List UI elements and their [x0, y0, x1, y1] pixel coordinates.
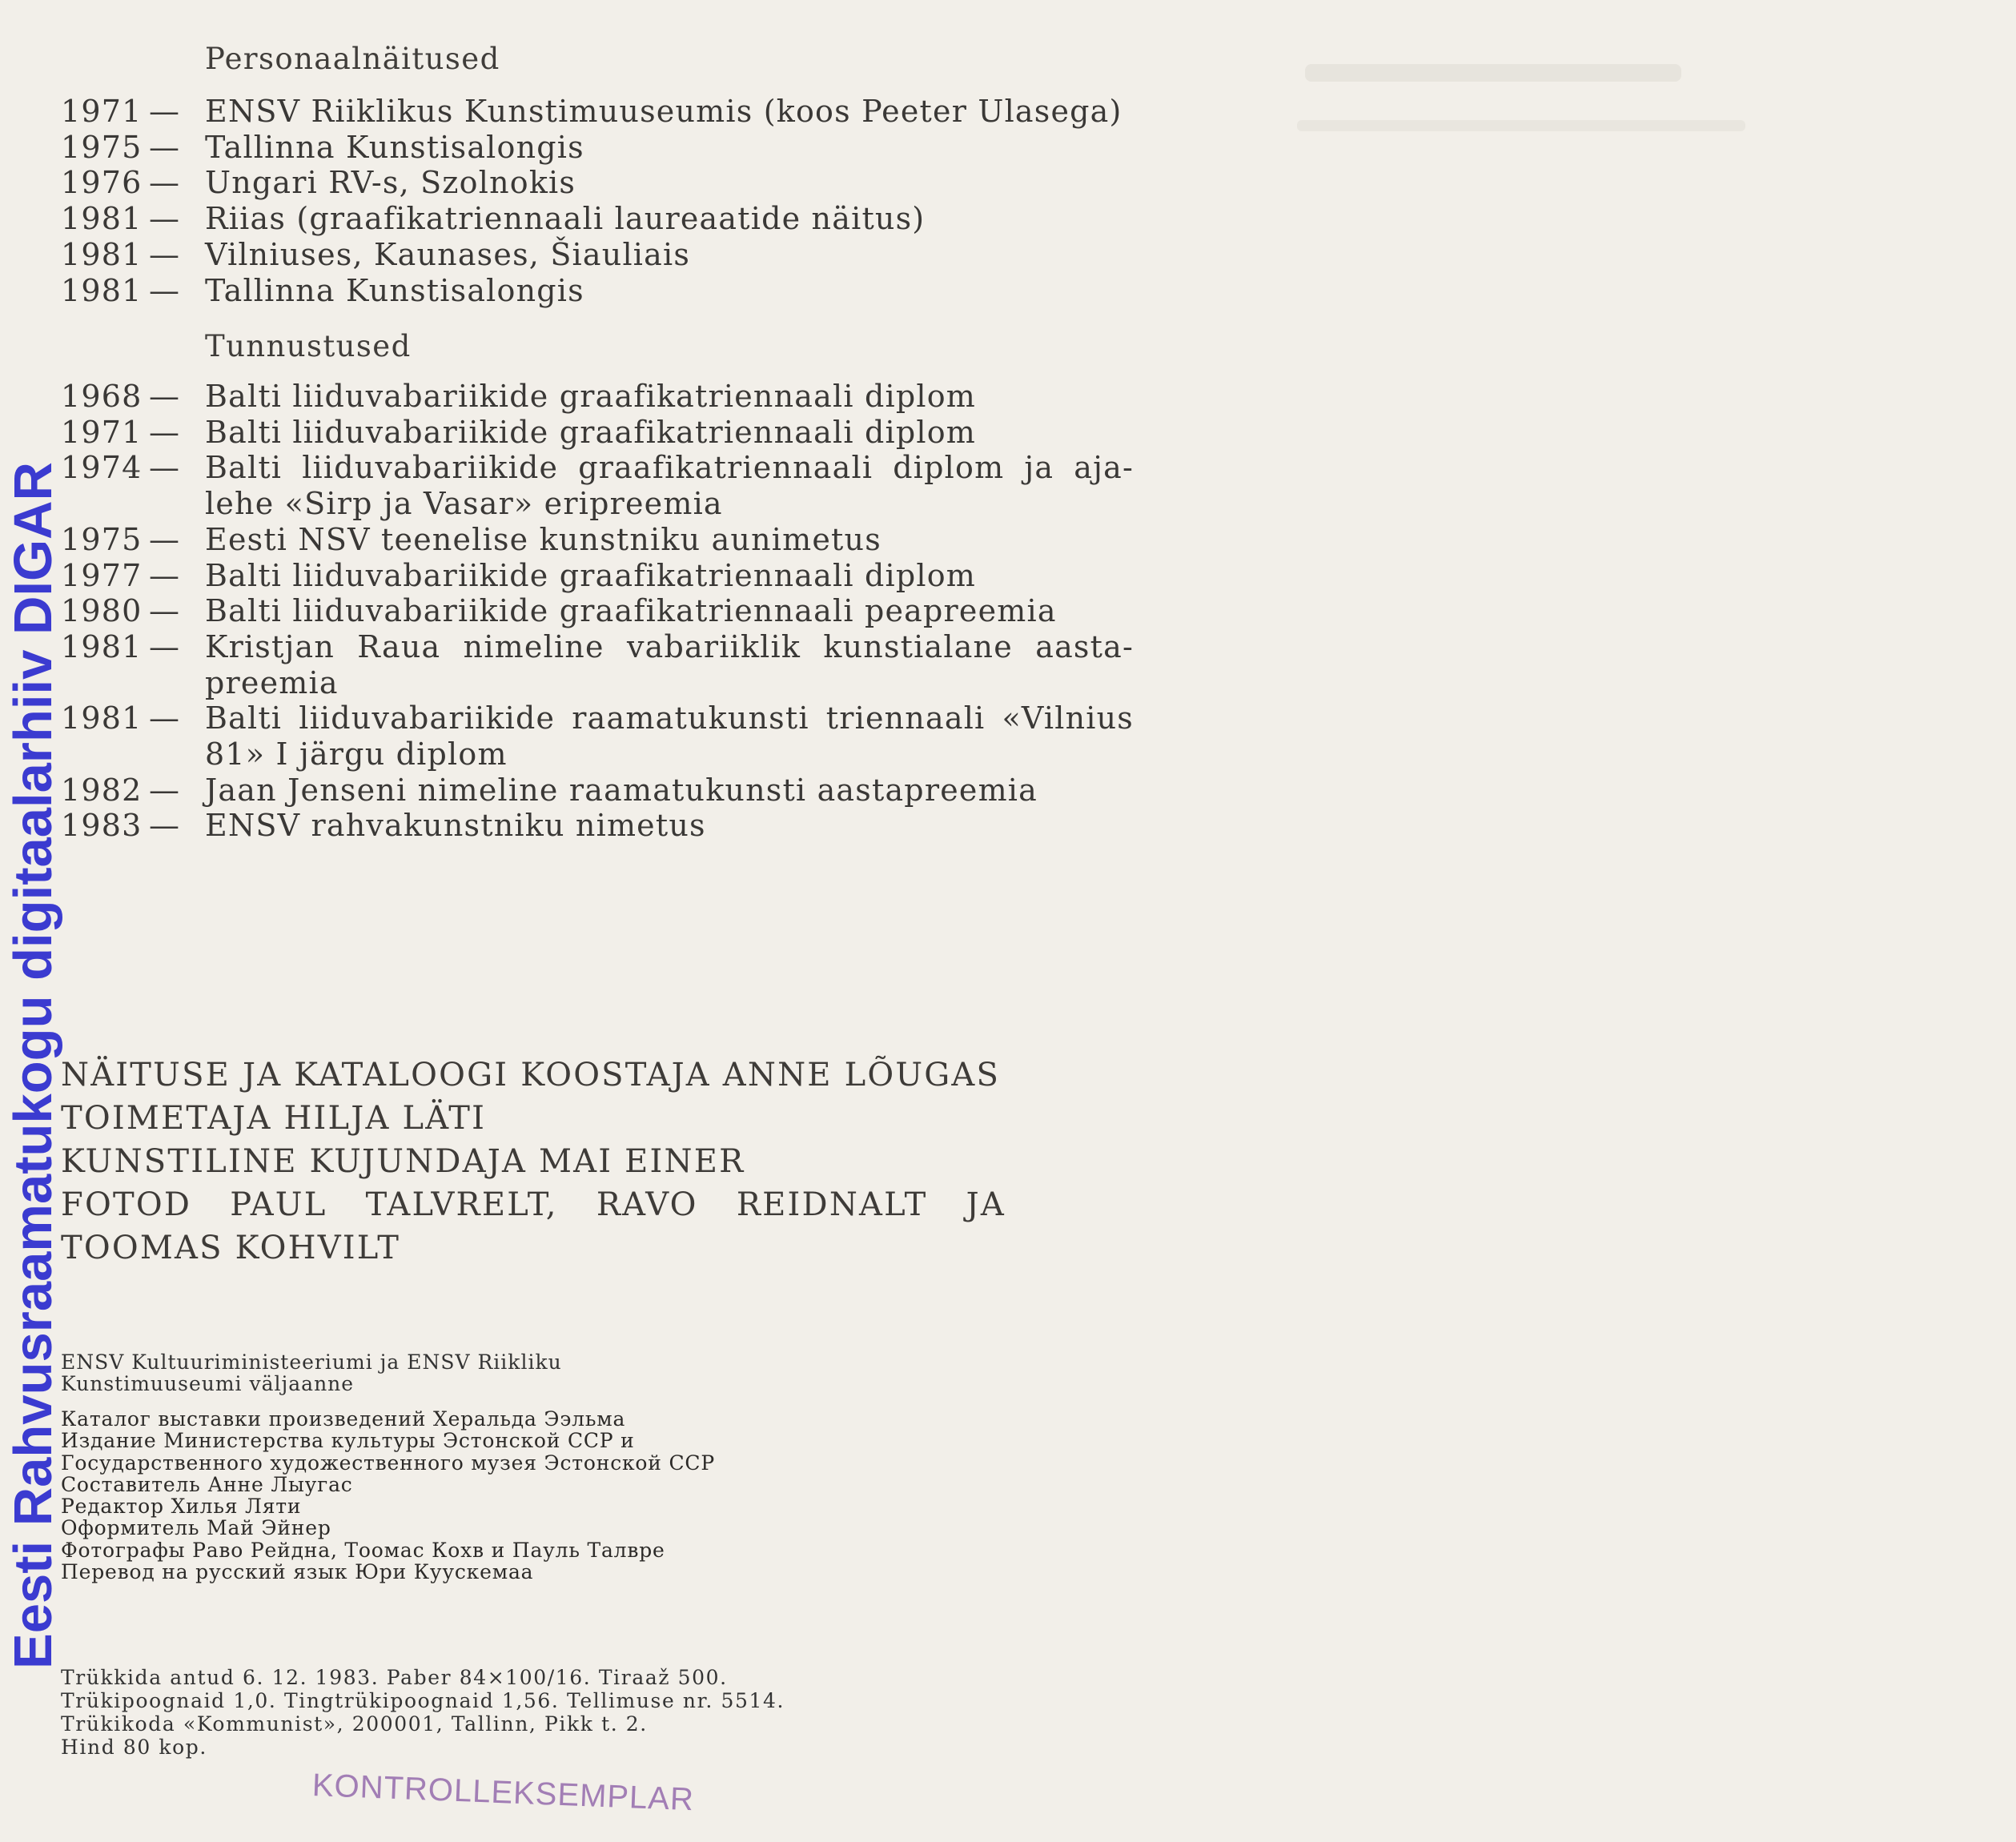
bleed-through-shadow [1273, 56, 1769, 144]
list-item: 1983 — ENSV rahvakunstniku nimetus [61, 808, 706, 844]
list-item: 1981 — Tallinna Kunstisalongis [61, 272, 584, 308]
list-item: 1980 — Balti liiduvabariikide graafikatriennaali peapreemia [61, 593, 1057, 629]
publisher-note [61, 1352, 861, 1395]
list-item: 1968 — Balti liiduvabariikide graafikatriennaali diplom [61, 379, 977, 414]
list-item: 1975 — Eesti NSV teenelise kunstniku aunimetus [61, 521, 881, 557]
list-item: 1974 — Balti liiduvabariikide graafikatriennaali diplom ja aja-lehe «Sirp ja Vasar» eripreemia [61, 450, 1134, 522]
colophon-line: Каталог выставки произведений Херальда Ээльма [61, 1407, 626, 1431]
list-item: 1981 — Balti liiduvabariikide raamatukunsti triennaali «Vilnius 81» I järgu diplom [61, 700, 1134, 773]
solo-exhibitions-heading: Personaalnäitused [205, 42, 500, 76]
imprint-line: Hind 80 kop. [61, 1736, 207, 1759]
digar-watermark: Eesti Rahvusraamatukogu digitaalarhiiv DIGAR [3, 462, 63, 1669]
colophon-line: Фотографы Раво Рейдна, Тоомас Кохв и Пауль Талвре [61, 1538, 665, 1562]
solo-exhibitions-list [61, 94, 1134, 308]
colophon-line: Редактор Хилья Ляти [61, 1495, 302, 1519]
imprint-line: Trükikoda «Kommunist», 200001, Tallinn, Pikk t. 2. [61, 1712, 648, 1736]
colophon-line: Перевод на русский язык Юри Куускемаа [61, 1560, 534, 1584]
awards-heading: Tunnustused [205, 329, 412, 363]
credit-line: TOOMAS KOHVILT [61, 1230, 401, 1266]
list-item: 1981 — Riias (graafikatriennaali laureaatide näitus) [61, 201, 926, 237]
credit-line: FOTOD PAUL TALVRELT, RAVO REIDNALT JA [61, 1186, 1006, 1223]
catalogue-credits [61, 1053, 1006, 1270]
publisher-line: Kunstimuuseumi väljaanne [61, 1371, 355, 1395]
awards-list [61, 379, 1134, 844]
publisher-line: ENSV Kultuuriministeeriumi ja ENSV Riikliku [61, 1350, 562, 1374]
imprint-line: Trükipoognaid 1,0. Tingtrükipoognaid 1,56. Tellimuse nr. 5514. [61, 1689, 785, 1712]
list-item: 1971 — Balti liiduvabariikide graafikatriennaali diplom [61, 414, 977, 450]
list-item: 1981 — Kristjan Raua nimeline vabariiklik kunstialane aasta-preemia [61, 628, 1134, 700]
colophon-line: Издание Министерства культуры Эстонской ССР и [61, 1429, 635, 1453]
russian-colophon [61, 1408, 861, 1583]
list-item: 1981 — Vilniuses, Kaunases, Šiauliais [61, 236, 691, 272]
colophon-line: Государственного художественного музея Эстонской ССР [61, 1451, 715, 1475]
list-item: 1971 — ENSV Riiklikus Kunstimuuseumis (koos Peeter Ulasega) [61, 94, 1122, 129]
list-item: 1975 — Tallinna Kunstisalongis [61, 129, 584, 165]
list-item: 1977 — Balti liiduvabariikide graafikatriennaali diplom [61, 557, 977, 593]
imprint-line: Trükkida antud 6. 12. 1983. Paber 84×100/16. Tiraaž 500. [61, 1666, 728, 1689]
colophon-line: Составитель Анне Лыугас [61, 1472, 353, 1496]
credit-line: KUNSTILINE KUJUNDAJA MAI EINER [61, 1143, 745, 1180]
credit-line: NÄITUSE JA KATALOOGI KOOSTAJA ANNE LÕUGAS [61, 1057, 1001, 1094]
credit-line: TOIMETAJA HILJA LÄTI [61, 1100, 487, 1137]
list-item: 1976 — Ungari RV-s, Szolnokis [61, 165, 576, 201]
list-item: 1982 — Jaan Jenseni nimeline raamatukunsti aastapreemia [61, 772, 1038, 808]
colophon-line: Оформитель Май Эйнер [61, 1516, 331, 1540]
print-imprint [61, 1666, 942, 1759]
control-copy-stamp: KONTROLLEKSEMPLAR [311, 1768, 695, 1818]
